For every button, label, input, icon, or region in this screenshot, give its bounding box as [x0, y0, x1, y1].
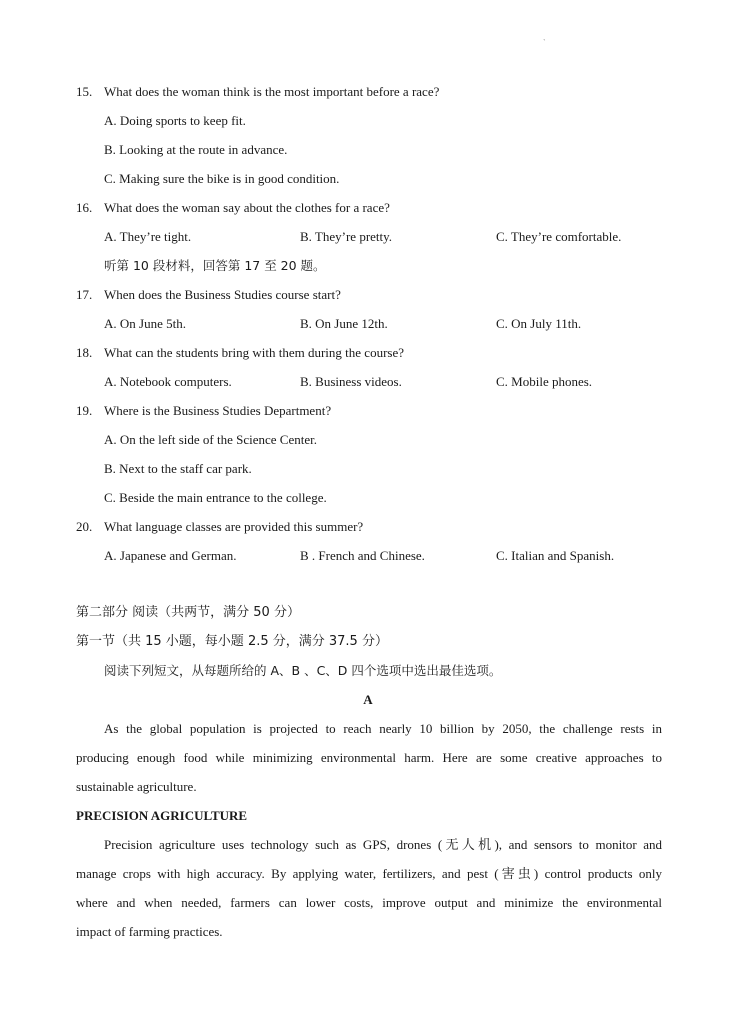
question-number: 17. — [76, 287, 93, 302]
option-b: B. On June 12th. — [300, 316, 388, 331]
question-number: 20. — [76, 519, 93, 534]
option-b: B. Looking at the route in advance. — [104, 142, 288, 157]
question-text: Where is the Business Studies Department? — [104, 403, 332, 418]
question-number: 18. — [76, 345, 93, 360]
option-b: B. They’re pretty. — [300, 229, 393, 244]
option-c: C. They’re comfortable. — [496, 229, 622, 244]
passage-intro-line: producing enough food while minimizing environmental harm. Here are some creative approaches to — [76, 750, 662, 765]
option-a: A. Doing sports to keep fit. — [104, 113, 246, 128]
option-a: A. On June 5th. — [104, 316, 186, 331]
passage-intro-line: As the global population is projected to reach nearly 10 billion by 2050, the challenge rests in — [104, 721, 662, 736]
option-c: C. Mobile phones. — [496, 374, 593, 389]
option-c: C. Beside the main entrance to the college. — [104, 490, 327, 505]
question-number: 15. — [76, 84, 93, 99]
part-two-title: 第二部分 阅读（共两节，满分 50 分） — [76, 605, 300, 620]
reading-instruction: 阅读下列短文，从每题所给的 A、B 、C、D 四个选项中选出最佳选项。 — [104, 663, 502, 678]
listening-instruction: 听第 10 段材料，回答第 17 至 20 题。 — [104, 258, 326, 273]
option-b: B. Business videos. — [300, 374, 402, 389]
header-mark: ` — [543, 38, 546, 47]
passage-body-line: where and when needed, farmers can lower costs, improve output and minimize the environmental — [76, 895, 662, 910]
passage-label: A — [363, 692, 373, 707]
question-text: When does the Business Studies course start? — [104, 287, 341, 302]
passage-heading: PRECISION AGRICULTURE — [76, 808, 248, 823]
option-a: A. Notebook computers. — [104, 374, 232, 389]
question-text: What language classes are provided this summer? — [104, 519, 364, 534]
passage-body-line: Precision agriculture uses technology such as GPS, drones (无人机), and sensors to monitor and — [104, 837, 662, 852]
passage-intro-line: sustainable agriculture. — [76, 779, 197, 794]
question-number: 19. — [76, 403, 93, 418]
option-b: B. Next to the staff car park. — [104, 461, 252, 476]
question-text: What does the woman say about the clothes for a race? — [104, 200, 390, 215]
option-a: A. On the left side of the Science Center. — [104, 432, 317, 447]
option-c: C. On July 11th. — [496, 316, 582, 331]
passage-body-line: manage crops with high accuracy. By applying water, fertilizers, and pest (害虫) control products only — [76, 866, 662, 881]
section-one-title: 第一节（共 15 小题，每小题 2.5 分，满分 37.5 分） — [76, 634, 388, 649]
option-c: C. Italian and Spanish. — [496, 548, 615, 563]
option-c: C. Making sure the bike is in good condition. — [104, 171, 340, 186]
option-a: A. They’re tight. — [104, 229, 192, 244]
passage-body-line: impact of farming practices. — [76, 924, 223, 939]
question-text: What can the students bring with them during the course? — [104, 345, 405, 360]
question-number: 16. — [76, 200, 93, 215]
option-a: A. Japanese and German. — [104, 548, 237, 563]
option-b: B . French and Chinese. — [300, 548, 425, 563]
question-text: What does the woman think is the most important before a race? — [104, 84, 440, 99]
